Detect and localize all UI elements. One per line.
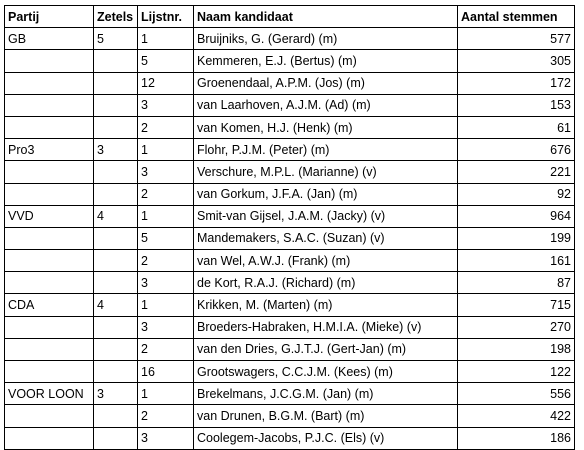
cell-partij: VVD <box>5 205 94 227</box>
table-row <box>5 72 575 94</box>
cell-naam-kandidaat: Mandemakers, S.A.C. (Suzan) (v) <box>194 227 458 249</box>
cell-naam-kandidaat: van Laarhoven, A.J.M. (Ad) (m) <box>194 94 458 116</box>
cell-lijstnr: 1 <box>138 294 194 316</box>
cell-lijstnr: 3 <box>138 427 194 449</box>
cell-lijstnr: 5 <box>138 50 194 72</box>
cell-partij <box>5 161 94 183</box>
cell-aantal-stemmen: 676 <box>458 139 575 161</box>
cell-lijstnr: 2 <box>138 116 194 138</box>
table-row <box>5 316 575 338</box>
cell-zetels <box>94 50 138 72</box>
cell-lijstnr: 2 <box>138 183 194 205</box>
cell-partij <box>5 316 94 338</box>
cell-naam-kandidaat: Groenendaal, A.P.M. (Jos) (m) <box>194 72 458 94</box>
cell-zetels: 4 <box>94 205 138 227</box>
cell-zetels <box>94 361 138 383</box>
table-row <box>5 139 575 161</box>
cell-partij: Pro3 <box>5 139 94 161</box>
header-zetels: Zetels <box>94 6 138 28</box>
cell-zetels: 5 <box>94 28 138 50</box>
cell-aantal-stemmen: 221 <box>458 161 575 183</box>
cell-zetels: 4 <box>94 294 138 316</box>
cell-partij <box>5 272 94 294</box>
cell-aantal-stemmen: 556 <box>458 383 575 405</box>
table-row <box>5 50 575 72</box>
table-row <box>5 227 575 249</box>
election-results-table <box>4 5 575 450</box>
table-row <box>5 427 575 449</box>
cell-zetels <box>94 94 138 116</box>
cell-lijstnr: 5 <box>138 227 194 249</box>
cell-naam-kandidaat: Smit-van Gijsel, J.A.M. (Jacky) (v) <box>194 205 458 227</box>
cell-partij <box>5 250 94 272</box>
cell-zetels <box>94 183 138 205</box>
table-row <box>5 405 575 427</box>
cell-naam-kandidaat: de Kort, R.A.J. (Richard) (m) <box>194 272 458 294</box>
cell-partij <box>5 361 94 383</box>
cell-aantal-stemmen: 270 <box>458 316 575 338</box>
cell-partij <box>5 72 94 94</box>
cell-lijstnr: 12 <box>138 72 194 94</box>
header-aantal-stemmen: Aantal stemmen <box>458 6 575 28</box>
cell-aantal-stemmen: 422 <box>458 405 575 427</box>
cell-naam-kandidaat: van Komen, H.J. (Henk) (m) <box>194 116 458 138</box>
cell-zetels <box>94 272 138 294</box>
cell-zetels <box>94 316 138 338</box>
header-partij: Partij <box>5 6 94 28</box>
cell-naam-kandidaat: Kemmeren, E.J. (Bertus) (m) <box>194 50 458 72</box>
cell-naam-kandidaat: Verschure, M.P.L. (Marianne) (v) <box>194 161 458 183</box>
cell-naam-kandidaat: van Gorkum, J.F.A. (Jan) (m) <box>194 183 458 205</box>
cell-zetels <box>94 161 138 183</box>
cell-partij <box>5 405 94 427</box>
cell-lijstnr: 1 <box>138 28 194 50</box>
table-row <box>5 250 575 272</box>
cell-partij <box>5 183 94 205</box>
table-row <box>5 161 575 183</box>
table-header <box>5 6 575 28</box>
cell-partij: VOOR LOON <box>5 383 94 405</box>
table-row <box>5 272 575 294</box>
cell-zetels <box>94 250 138 272</box>
header-naam-kandidaat: Naam kandidaat <box>194 6 458 28</box>
cell-aantal-stemmen: 87 <box>458 272 575 294</box>
header-row <box>5 6 575 28</box>
cell-zetels <box>94 427 138 449</box>
cell-lijstnr: 3 <box>138 161 194 183</box>
cell-aantal-stemmen: 577 <box>458 28 575 50</box>
cell-lijstnr: 2 <box>138 405 194 427</box>
cell-lijstnr: 16 <box>138 361 194 383</box>
cell-lijstnr: 3 <box>138 94 194 116</box>
cell-naam-kandidaat: Krikken, M. (Marten) (m) <box>194 294 458 316</box>
cell-aantal-stemmen: 964 <box>458 205 575 227</box>
cell-aantal-stemmen: 172 <box>458 72 575 94</box>
cell-aantal-stemmen: 305 <box>458 50 575 72</box>
cell-aantal-stemmen: 198 <box>458 338 575 360</box>
table-body <box>5 28 575 450</box>
cell-aantal-stemmen: 122 <box>458 361 575 383</box>
cell-zetels: 3 <box>94 139 138 161</box>
table-row <box>5 205 575 227</box>
cell-aantal-stemmen: 199 <box>458 227 575 249</box>
cell-naam-kandidaat: Brekelmans, J.C.G.M. (Jan) (m) <box>194 383 458 405</box>
cell-aantal-stemmen: 61 <box>458 116 575 138</box>
cell-zetels <box>94 338 138 360</box>
table-row <box>5 183 575 205</box>
table-row <box>5 116 575 138</box>
table-row <box>5 338 575 360</box>
cell-partij: CDA <box>5 294 94 316</box>
cell-naam-kandidaat: Flohr, P.J.M. (Peter) (m) <box>194 139 458 161</box>
cell-lijstnr: 3 <box>138 272 194 294</box>
cell-partij <box>5 427 94 449</box>
table-row <box>5 294 575 316</box>
cell-aantal-stemmen: 186 <box>458 427 575 449</box>
cell-partij: GB <box>5 28 94 50</box>
table-row <box>5 361 575 383</box>
cell-zetels: 3 <box>94 383 138 405</box>
cell-naam-kandidaat: Bruijniks, G. (Gerard) (m) <box>194 28 458 50</box>
cell-lijstnr: 3 <box>138 316 194 338</box>
cell-aantal-stemmen: 92 <box>458 183 575 205</box>
cell-zetels <box>94 72 138 94</box>
cell-lijstnr: 1 <box>138 205 194 227</box>
cell-naam-kandidaat: van Drunen, B.G.M. (Bart) (m) <box>194 405 458 427</box>
table-row <box>5 383 575 405</box>
cell-naam-kandidaat: Broeders-Habraken, H.M.I.A. (Mieke) (v) <box>194 316 458 338</box>
cell-naam-kandidaat: Coolegem-Jacobs, P.J.C. (Els) (v) <box>194 427 458 449</box>
cell-naam-kandidaat: van Wel, A.W.J. (Frank) (m) <box>194 250 458 272</box>
cell-aantal-stemmen: 715 <box>458 294 575 316</box>
cell-zetels <box>94 405 138 427</box>
header-lijstnr: Lijstnr. <box>138 6 194 28</box>
cell-lijstnr: 2 <box>138 338 194 360</box>
cell-partij <box>5 116 94 138</box>
cell-partij <box>5 338 94 360</box>
cell-naam-kandidaat: Grootswagers, C.C.J.M. (Kees) (m) <box>194 361 458 383</box>
cell-zetels <box>94 227 138 249</box>
cell-zetels <box>94 116 138 138</box>
table-row <box>5 94 575 116</box>
cell-partij <box>5 50 94 72</box>
cell-lijstnr: 1 <box>138 383 194 405</box>
table-row <box>5 28 575 50</box>
cell-aantal-stemmen: 153 <box>458 94 575 116</box>
cell-partij <box>5 94 94 116</box>
cell-lijstnr: 2 <box>138 250 194 272</box>
cell-partij <box>5 227 94 249</box>
cell-naam-kandidaat: van den Dries, G.J.T.J. (Gert-Jan) (m) <box>194 338 458 360</box>
cell-aantal-stemmen: 161 <box>458 250 575 272</box>
cell-lijstnr: 1 <box>138 139 194 161</box>
